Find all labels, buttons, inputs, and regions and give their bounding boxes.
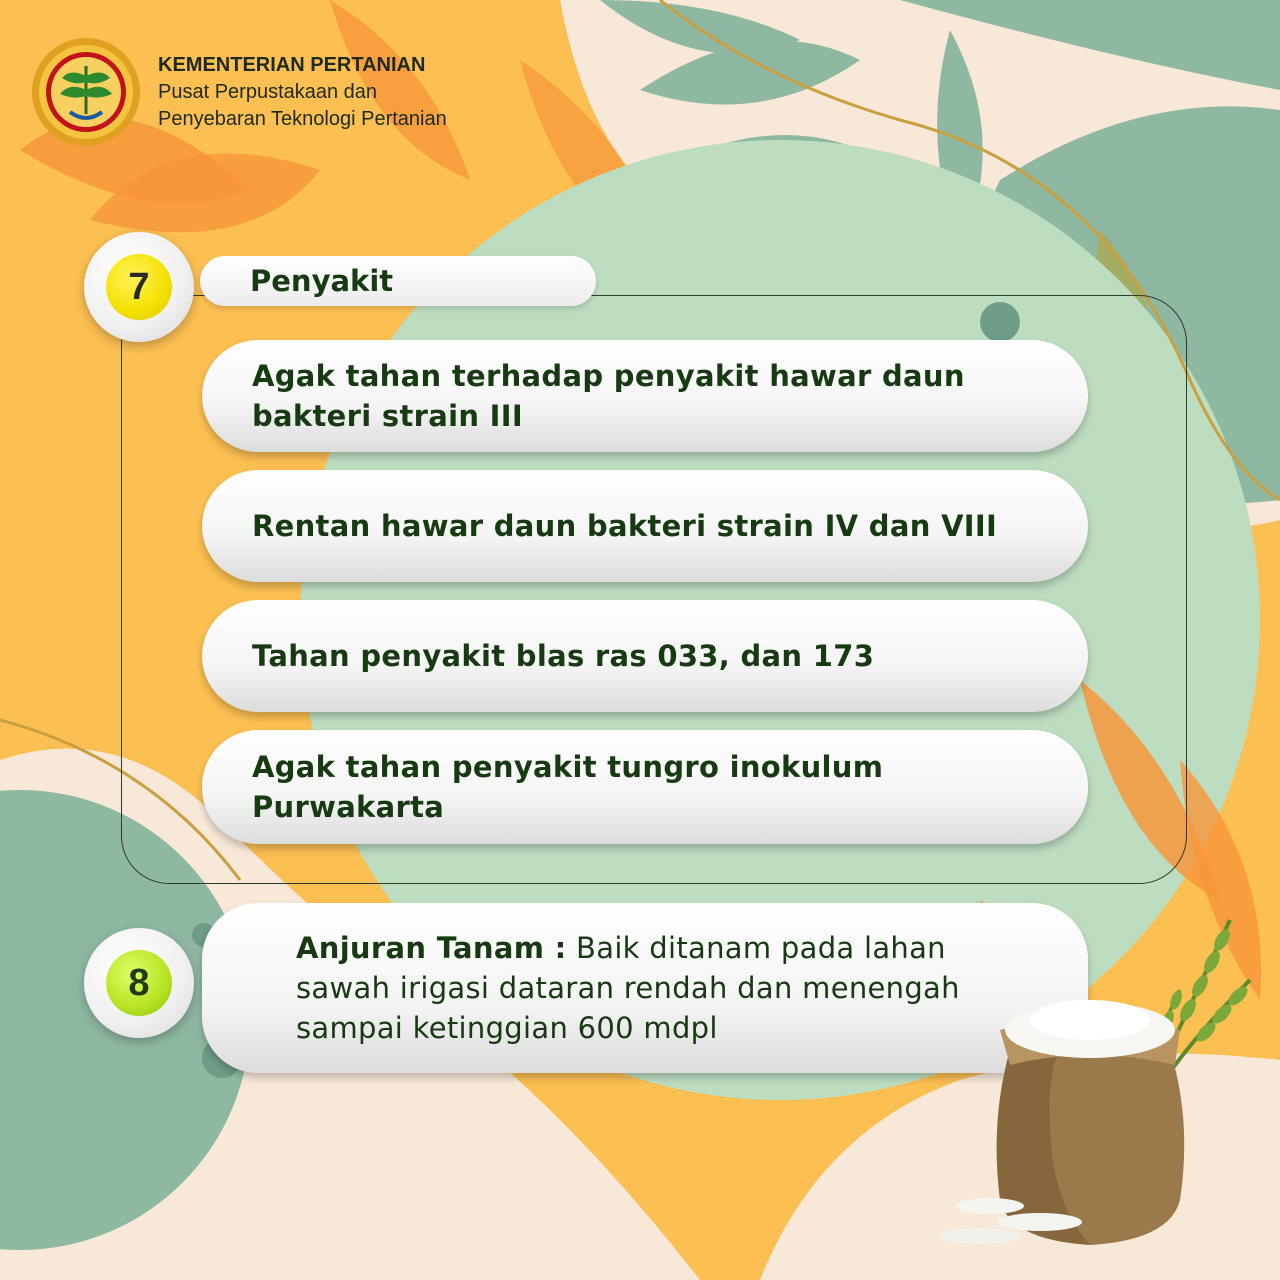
section7-number-badge	[84, 232, 194, 342]
section7-title: Penyakit	[200, 256, 596, 306]
disease-item-4: Agak tahan penyakit tungro inokulum Purwakarta	[202, 730, 1088, 844]
org-line1: KEMENTERIAN PERTANIAN	[158, 53, 426, 76]
disease-item-2: Rentan hawar daun bakteri strain IV dan VIII	[202, 470, 1088, 582]
planting-text: Baik ditanam pada lahan sawah irigasi dataran rendah dan menengah sampai ketinggian 600 mdpl	[296, 931, 960, 1045]
org-line2: Pusat Perpustakaan dan	[158, 80, 378, 103]
org-line3: Penyebaran Teknologi Pertanian	[158, 107, 447, 130]
section8-number-badge	[84, 928, 194, 1038]
section7-number: 7	[106, 254, 172, 320]
disease-item-1: Agak tahan terhadap penyakit hawar daun bakteri strain III	[202, 340, 1088, 452]
rice-sack-illustration	[930, 900, 1260, 1260]
planting-label: Anjuran Tanam :	[296, 931, 567, 965]
disease-item-3: Tahan penyakit blas ras 033, dan 173	[202, 600, 1088, 712]
ministry-logo-icon	[30, 36, 142, 148]
header	[30, 36, 447, 148]
organization-name	[158, 52, 447, 133]
section8-number: 8	[106, 950, 172, 1016]
